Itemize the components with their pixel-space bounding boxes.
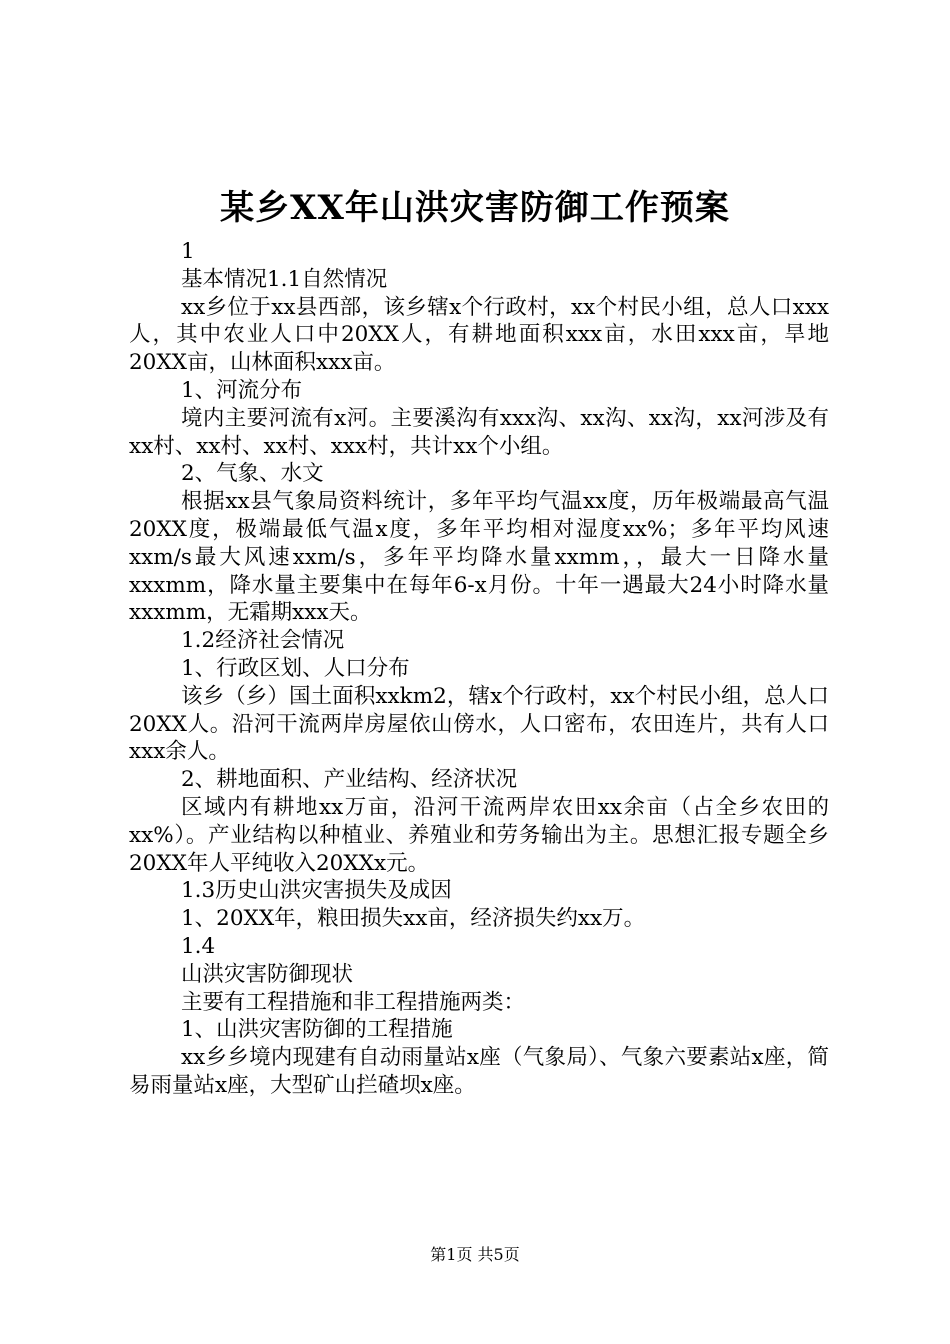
section-number: 1 bbox=[181, 239, 195, 264]
paragraph: 主要有工程措施和非工程措施两类： bbox=[181, 989, 526, 1015]
paragraph: 该乡（乡）国土面积xxkm2，辖x个行政村，xx个村民小组，总人口20XX人。沿河干流两岸房屋依山傍水，人口密布，农田连片，共有人口xxx余人。 bbox=[129, 683, 829, 765]
section-heading: 山洪灾害防御现状 bbox=[181, 961, 354, 987]
paragraph: 区域内有耕地xx万亩，沿河干流两岸农田xx余亩（占全乡农田的xx%）。产业结构以种植业、养殖业和劳务输出为主。思想汇报专题全乡20XX年人平纯收入20XXx元。 bbox=[129, 794, 829, 876]
paragraph: xx乡位于xx县西部，该乡辖x个行政村，xx个村民小组，总人口xxx人，其中农业人口中20XX人，有耕地面积xxx亩，水田xxx亩，旱地20XX亩，山林面积xxx亩。 bbox=[129, 294, 829, 376]
section-heading: 基本情况1.1自然情况 bbox=[181, 266, 388, 292]
document-title: 某乡XX年山洪灾害防御工作预案 bbox=[220, 188, 730, 228]
paragraph: 1、20XX年，粮田损失xx亩，经济损失约xx万。 bbox=[181, 906, 646, 932]
subheading: 2、耕地面积、产业结构、经济状况 bbox=[181, 767, 518, 793]
section-heading: 1.3历史山洪灾害损失及成因 bbox=[181, 878, 452, 904]
section-number: 1.4 bbox=[181, 933, 216, 959]
paragraph: xx乡乡境内现建有自动雨量站x座（气象局）、气象六要素站x座，简易雨量站x座，大型矿山拦碴坝x座。 bbox=[129, 1045, 829, 1098]
paragraph: 根据xx县气象局资料统计，多年平均气温xx度，历年极端最高气温20XX度，极端最低气温x度，多年平均相对湿度xx%；多年平均风速xxm/s最大风速xxm/s，多年平均降水量xxmm，，最大一日降水量xxxmm，降水量主要集中在每年6-x月份。十年一遇最大24小时降水量xxxmm，无霜期xxx天。 bbox=[129, 489, 829, 626]
page-footer: 第1页 共5页 bbox=[430, 1245, 520, 1264]
section-heading: 1.2经济社会情况 bbox=[181, 628, 345, 654]
paragraph: 境内主要河流有x河。主要溪沟有xxx沟、xx沟、xx沟，xx河涉及有xx村、xx村、xx村、xxx村，共计xx个小组。 bbox=[129, 405, 829, 459]
subheading: 1、山洪灾害防御的工程措施 bbox=[181, 1017, 453, 1043]
subheading: 1、行政区划、人口分布 bbox=[181, 655, 410, 681]
document-body bbox=[129, 238, 829, 1100]
subheading: 1、河流分布 bbox=[181, 377, 303, 403]
subheading: 2、气象、水文 bbox=[181, 461, 324, 487]
